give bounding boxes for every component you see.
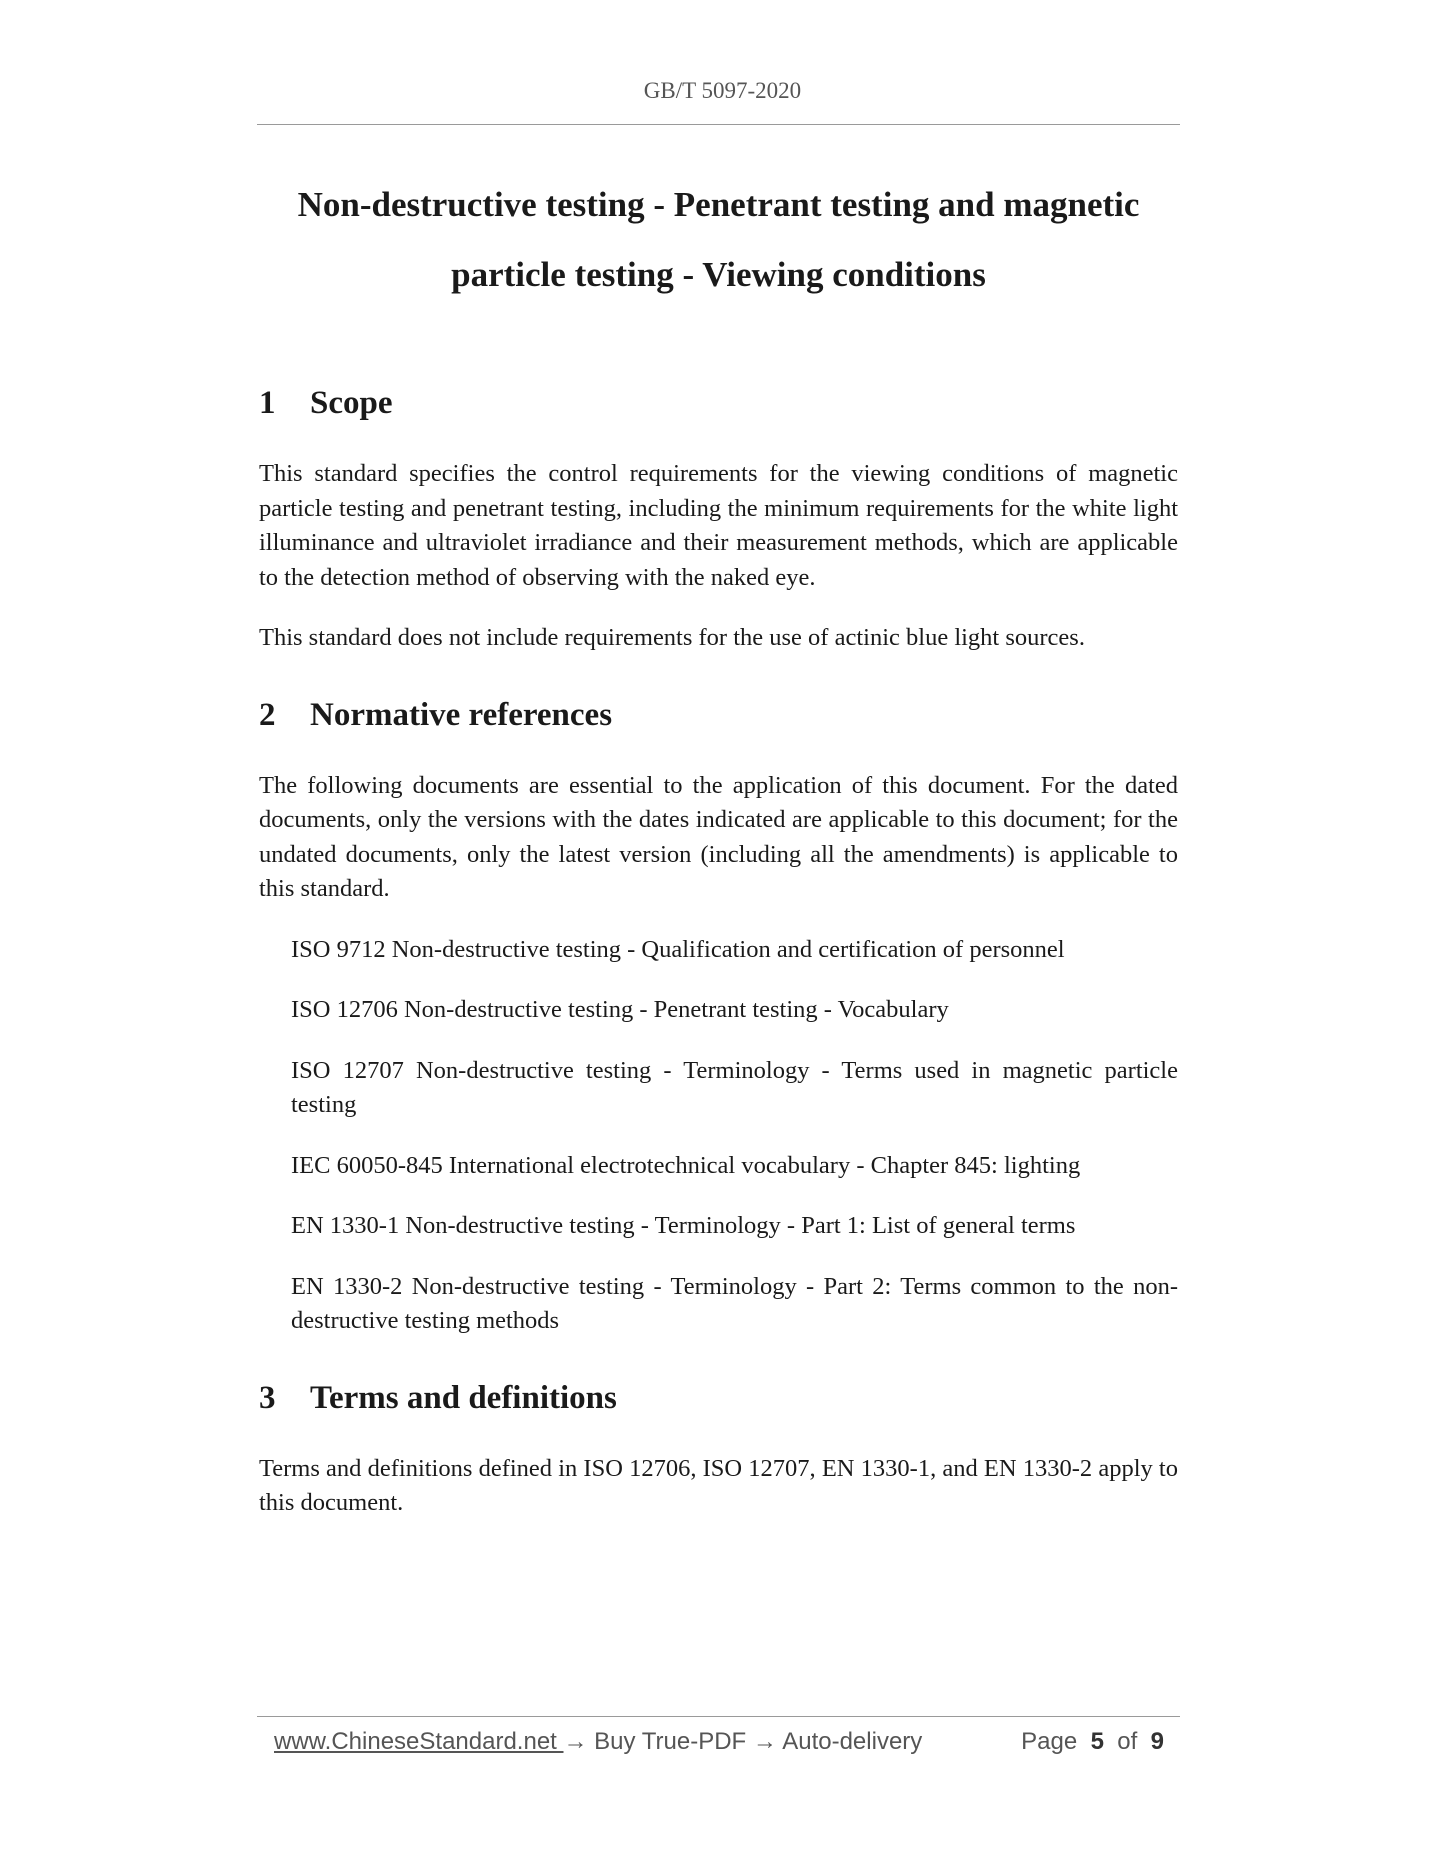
reference-item: ISO 12707 Non-destructive testing - Terminology - Terms used in magnetic particle testing (291, 1056, 1178, 1118)
header-divider (257, 124, 1180, 125)
reference-item: ISO 12706 Non-destructive testing - Penetrant testing - Vocabulary (291, 996, 949, 1023)
page-indicator (1021, 1728, 1164, 1756)
site-link[interactable]: www.ChineseStandard.net (274, 1728, 564, 1755)
section-title: Normative references (310, 696, 613, 733)
section-title: Terms and definitions (310, 1379, 617, 1416)
footer-divider (257, 1716, 1180, 1717)
scope-paragraph-2: This standard does not include requirements for the use of actinic blue light sources. (259, 624, 1085, 651)
section-heading-normative-references (259, 690, 1178, 740)
reference-item: EN 1330-1 Non-destructive testing - Terminology - Part 1: List of general terms (291, 1212, 1076, 1239)
section-number: 2 (259, 696, 276, 733)
normative-intro-paragraph: The following documents are essential to the application of this document. For the dated documents, only the versions with the dates indicated are applicable to this document; for the undated documents, only the latest version (including all the amendments) is applicable to this standard. (259, 771, 1178, 902)
section-heading-scope (259, 378, 1178, 428)
buy-pdf-text: Buy True-PDF (587, 1728, 753, 1755)
reference-item: EN 1330-2 Non-destructive testing - Terminology - Part 2: Terms common to the non-destructive testing methods (291, 1272, 1178, 1334)
terms-paragraph: Terms and definitions defined in ISO 12706, ISO 12707, EN 1330-1, and EN 1330-2 apply to this document. (259, 1454, 1178, 1516)
footer-promo (274, 1728, 922, 1756)
title-line-1: Non-destructive testing - Penetrant testing and magnetic (297, 185, 1140, 224)
section-heading-terms-and-definitions (259, 1373, 1178, 1423)
reference-item: ISO 9712 Non-destructive testing - Qualification and certification of personnel (291, 935, 1065, 963)
section-title: Scope (310, 385, 393, 421)
auto-delivery-text: Auto-delivery (776, 1728, 923, 1755)
document-title (257, 170, 1180, 310)
reference-item: IEC 60050-845 International electrotechnical vocabulary - Chapter 845: lighting (291, 1151, 1081, 1179)
title-line-2: particle testing - Viewing conditions (451, 255, 986, 294)
arrow-right-icon: → (752, 1728, 777, 1755)
page-of-label: of (1117, 1728, 1138, 1755)
section-number: 3 (259, 1379, 276, 1416)
page-label: Page (1021, 1728, 1078, 1755)
scope-paragraph-1: This standard specifies the control requirements for the viewing conditions of magnetic particle testing and penetrant testing, including the minimum requirements for the white light illuminance and ultraviolet irradiance and their measurement methods, which are applicable to the detection method of observing with the naked eye. (259, 460, 1178, 591)
header-standard-code: GB/T 5097-2020 (643, 78, 802, 103)
total-pages-number: 9 (1150, 1728, 1164, 1755)
page-footer (274, 1728, 1164, 1768)
current-page-number: 5 (1090, 1728, 1104, 1755)
document-body (259, 378, 1178, 1521)
arrow-right-icon: → (563, 1728, 588, 1755)
section-number: 1 (259, 385, 276, 421)
reference-list (259, 933, 1178, 1339)
